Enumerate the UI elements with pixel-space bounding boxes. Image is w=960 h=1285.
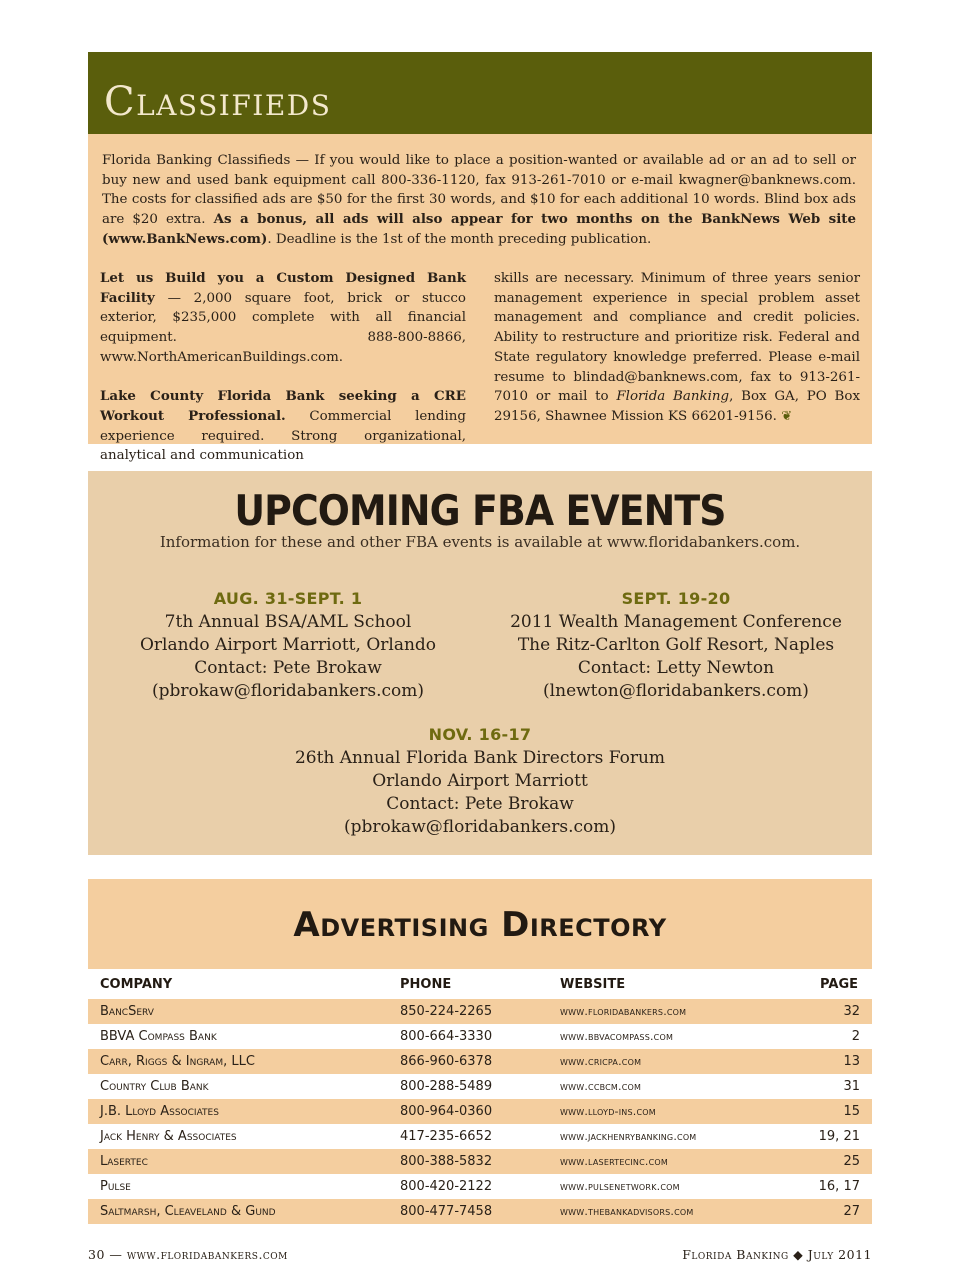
company-name: J.B. Lloyd Associates [100, 1104, 219, 1119]
table-row [88, 1024, 872, 1049]
company-name: Jack Henry & Associates [100, 1129, 237, 1144]
event-date: AUG. 31-SEPT. 1 [213, 589, 363, 608]
website-link[interactable]: www.lasertecinc.com [560, 1155, 668, 1168]
classified-ad-building [100, 269, 466, 368]
company-name: BancServ [100, 1004, 154, 1019]
page-number: 2 [851, 1029, 860, 1044]
event-email: (pbrokaw@floridabankers.com) [344, 817, 616, 837]
phone-number: 417-235-6652 [400, 1129, 493, 1144]
table-row [88, 1099, 872, 1124]
events-title: UPCOMING FBA EVENTS [234, 486, 726, 535]
table-row [88, 1174, 872, 1199]
classifieds-header [88, 52, 872, 134]
phone-number: 850-224-2265 [400, 1004, 493, 1019]
table-row [88, 999, 872, 1024]
classified-ads-column-right [494, 269, 860, 427]
classifieds-intro [102, 151, 856, 250]
intro-bold: As a bonus, all ads will also appear for two months on the BankNews Web site (www.BankNews.com) [102, 211, 857, 247]
footer-publication-info: Florida Banking ◆ July 2011 [682, 1247, 872, 1262]
event-date: SEPT. 19-20 [621, 589, 731, 608]
column-header-page: PAGE [820, 977, 858, 992]
ad2-tail: , Box GA, PO Box 29156, Shawnee Mission KS 66201-9156. [494, 389, 860, 424]
column-header-website: WEBSITE [560, 977, 626, 992]
classified-ads-column-left [100, 269, 466, 466]
page-number: 16, 17 [818, 1179, 860, 1194]
event-name: 7th Annual BSA/AML School [164, 612, 412, 632]
table-row [88, 1124, 872, 1149]
directory-title: Advertising Directory [293, 905, 667, 945]
website-link[interactable]: www.ccbcm.com [560, 1080, 642, 1093]
event-contact: Contact: Letty Newton [577, 658, 775, 678]
classifieds-title: Classifieds [104, 79, 332, 125]
page-number: 25 [843, 1154, 860, 1169]
event-contact: Contact: Pete Brokaw [386, 794, 574, 814]
table-row [88, 1074, 872, 1099]
event-email: (pbrokaw@floridabankers.com) [152, 681, 424, 701]
intro-text: Florida Banking Classifieds — If you would like to place a position-wanted or available ad or an ad to sell or buy new and used bank equipment call 800-336-1120, fax 913-261-7010 or e-mail kwagner@banknews.com. The costs for classified ads are $50 for the first 30 words, and $10 for each additional 10 words. Blind box ads are $20 extra. [102, 153, 856, 228]
company-name: BBVA Compass Bank [100, 1029, 217, 1044]
company-name: Saltmarsh, Cleaveland & Gund [100, 1204, 276, 1219]
company-name: Pulse [100, 1179, 131, 1194]
phone-number: 800-664-3330 [400, 1029, 493, 1044]
ad1-heading: Let us Build you a Custom Designed Bank Facility [100, 270, 466, 306]
intro-tail: . Deadline is the 1st of the month preceding publication. [267, 231, 652, 247]
event-email: (lnewton@floridabankers.com) [543, 681, 809, 701]
website-link[interactable]: www.thebankadvisors.com [560, 1205, 694, 1218]
column-header-phone: PHONE [400, 977, 452, 992]
end-ornament-icon: ❦ [781, 408, 793, 424]
website-link[interactable]: www.pulsenetwork.com [560, 1180, 680, 1193]
event-venue: The Ritz-Carlton Golf Resort, Naples [517, 635, 835, 655]
phone-number: 800-477-7458 [400, 1204, 493, 1219]
page-number: 31 [843, 1079, 860, 1094]
event-contact: Contact: Pete Brokaw [194, 658, 382, 678]
event-venue: Orlando Airport Marriott, Orlando [139, 635, 437, 655]
event-name: 26th Annual Florida Bank Directors Forum [294, 748, 666, 768]
advertising-directory-header [88, 879, 872, 969]
phone-number: 866-960-6378 [400, 1054, 493, 1069]
company-name: Country Club Bank [100, 1079, 209, 1094]
website-link[interactable]: www.jackhenrybanking.com [560, 1130, 697, 1143]
phone-number: 800-288-5489 [400, 1079, 493, 1094]
table-row [88, 1199, 872, 1224]
footer-page-info: 30 — www.floridabankers.com [88, 1247, 288, 1262]
table-row [88, 1049, 872, 1074]
events-subtitle: Information for these and other FBA events is available at www.floridabankers.com. [159, 533, 801, 551]
classifieds-body [88, 134, 872, 464]
page-number: 13 [843, 1054, 860, 1069]
phone-number: 800-388-5832 [400, 1154, 493, 1169]
event-venue: Orlando Airport Marriott [372, 771, 588, 791]
page-number: 27 [843, 1204, 860, 1219]
classified-ad-cre-workout-continued: skills are necessary. Minimum of three years senior management experience in special problem asset management and compliance and credit policies. Ability to restructure and prioritize risk. Federal and State regulatory knowledge preferred. Please e-mail resume to blindad@banknews.com, fax to 913-261-7010 or mail to Florida Banking, Box GA, PO Box 29156, Shawnee Mission KS 66201-9156. ❦ [494, 271, 860, 424]
classified-ad-cre-workout: Lake County Florida Bank seeking a CRE Workout Professional. Commercial lending experience required. Strong organizational, analytical and communication [100, 388, 466, 464]
event-date: NOV. 16-17 [428, 725, 532, 744]
event-directors-forum [280, 723, 680, 839]
website-link[interactable]: www.floridabankers.com [560, 1005, 687, 1018]
company-name: Lasertec [100, 1154, 148, 1169]
company-name: Carr, Riggs & Ingram, LLC [100, 1054, 255, 1069]
phone-number: 800-420-2122 [400, 1179, 493, 1194]
page-number: 19, 21 [818, 1129, 860, 1144]
website-link[interactable]: www.bbvacompass.com [560, 1030, 674, 1043]
website-link[interactable]: www.lloyd-ins.com [560, 1105, 656, 1118]
phone-number: 800-964-0360 [400, 1104, 493, 1119]
ad1-text: — 2,000 square foot, brick or stucco exterior, $235,000 complete with all financial equipment. 888-800-8866, www.NorthAmericanBuildings.com. [100, 290, 466, 365]
column-header-company: COMPANY [100, 977, 173, 992]
event-wealth-management [476, 587, 876, 703]
page-number: 32 [843, 1004, 860, 1019]
ad2-heading: Lake County Florida Bank seeking a CRE Workout Professional. [100, 388, 466, 424]
page-number: 15 [843, 1104, 860, 1119]
upcoming-events-panel [88, 471, 872, 855]
publication-name: Florida Banking [616, 389, 730, 405]
event-bsa-aml-school [88, 587, 488, 703]
website-link[interactable]: www.cricpa.com [560, 1055, 642, 1068]
event-name: 2011 Wealth Management Conference [510, 612, 842, 632]
table-row [88, 1149, 872, 1174]
